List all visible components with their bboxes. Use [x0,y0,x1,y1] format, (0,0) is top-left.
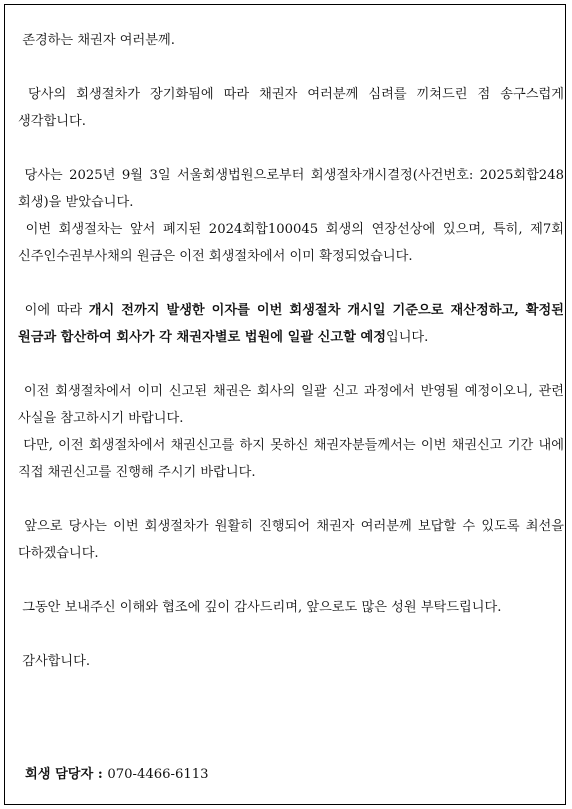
plan-suffix-text: 입니다. [385,330,429,345]
paragraph-gap [18,351,564,378]
continuation-text: 이번 회생절차는 앞서 폐지된 2024회합100045 회생의 연장선상에 있으며, 특히, 제7회 신주인수권부사채의 원금은 이전 회생절차에서 이미 확정되었습니다. [18,222,564,264]
contact-phone: 070-4466-6113 [107,767,209,782]
plan-prefix-text: 이에 따라 [24,303,89,318]
letter-body [18,27,564,675]
decision-text: 당사는 2025년 9월 3일 서울회생법원으로부터 회생절차개시결정(사건번호: 2025회합248 회생)을 받았습니다. [18,168,564,210]
commitment-paragraph [18,513,564,567]
greeting-paragraph [18,27,564,54]
paragraph-gap [18,135,564,162]
reported-claims-paragraph [18,378,564,432]
contact-line [25,761,209,788]
plan-emphasis-text: 개시 전까지 발생한 이자를 이번 회생절차 개시일 기준으로 재산정하고, 확정된 원금과 합산하여 회사가 각 채권자별로 법원에 일괄 신고할 예정 [18,303,564,345]
apology-paragraph [18,81,564,135]
thanks-paragraph [18,594,564,621]
paragraph-gap [18,270,564,297]
reported-claims-text: 이전 회생절차에서 이미 신고된 채권은 회사의 일괄 신고 과정에서 반영될 예정이오니, 관련 사실을 참고하시기 바랍니다. [18,384,564,426]
paragraph-gap [18,567,564,594]
unreported-claims-text: 다만, 이전 회생절차에서 채권신고를 하지 못하신 채권자분들께서는 이번 채권신고 기간 내에 직접 채권신고를 진행해 주시기 바랍니다. [18,438,564,480]
decision-paragraph [18,162,564,216]
paragraph-gap [18,54,564,81]
greeting-text: 존경하는 채권자 여러분께. [22,33,175,48]
closing-text: 감사합니다. [22,654,91,669]
apology-text: 당사의 회생절차가 장기화됨에 따라 채권자 여러분께 심려를 끼쳐드린 점 송구스럽게 생각합니다. [18,87,564,129]
contact-separator: : [93,767,108,782]
unreported-claims-paragraph [18,432,564,486]
contact-label: 회생 담당자 [25,767,94,782]
paragraph-gap [18,486,564,513]
plan-paragraph [18,297,564,351]
closing-paragraph [18,648,564,675]
paragraph-gap [18,621,564,648]
thanks-text: 그동안 보내주신 이해와 협조에 깊이 감사드리며, 앞으로도 많은 성원 부탁드립니다. [22,600,502,615]
letter-frame [4,4,566,805]
commitment-text: 앞으로 당사는 이번 회생절차가 원활히 진행되어 채권자 여러분께 보답할 수 있도록 최선을 다하겠습니다. [18,519,564,561]
continuation-paragraph [18,216,564,270]
